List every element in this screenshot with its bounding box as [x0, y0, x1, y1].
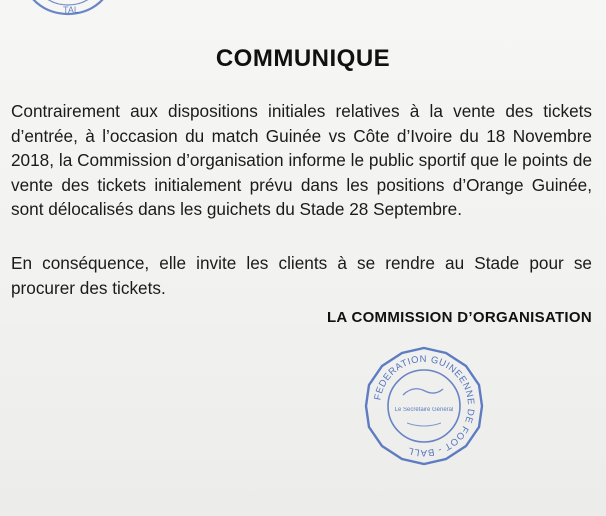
seal-inner-text: Le Secrétaire Général	[394, 407, 454, 413]
seal-outer-text: FEDERATION GUINEENNE DE FOOT - BALL	[372, 353, 477, 459]
federation-seal	[363, 345, 485, 467]
signature-line: LA COMMISSION D’ORGANISATION	[326, 309, 592, 326]
body-paragraph-1: Contrairement aux dispositions initiales relatives à la vente des tickets d’entrée, à l’occasion du match Guinée vs Côte d’Ivoire du 18 Novembre 2018, la Commission d’organisation informe le public sportif que le points de vente des tickets initialement prévu dans les positions d’Orange Guinée, sont délocalisés dans les guichets du Stade 28 Septembre.	[11, 101, 592, 219]
page-title: COMMUNIQUE	[215, 45, 391, 72]
partial-stamp-text: TAL	[63, 5, 79, 15]
partial-stamp-top	[18, 0, 118, 18]
body-paragraph-2: En conséquence, elle invite les clients à se rendre au Stade pour se procurer des tickets.	[11, 253, 592, 298]
